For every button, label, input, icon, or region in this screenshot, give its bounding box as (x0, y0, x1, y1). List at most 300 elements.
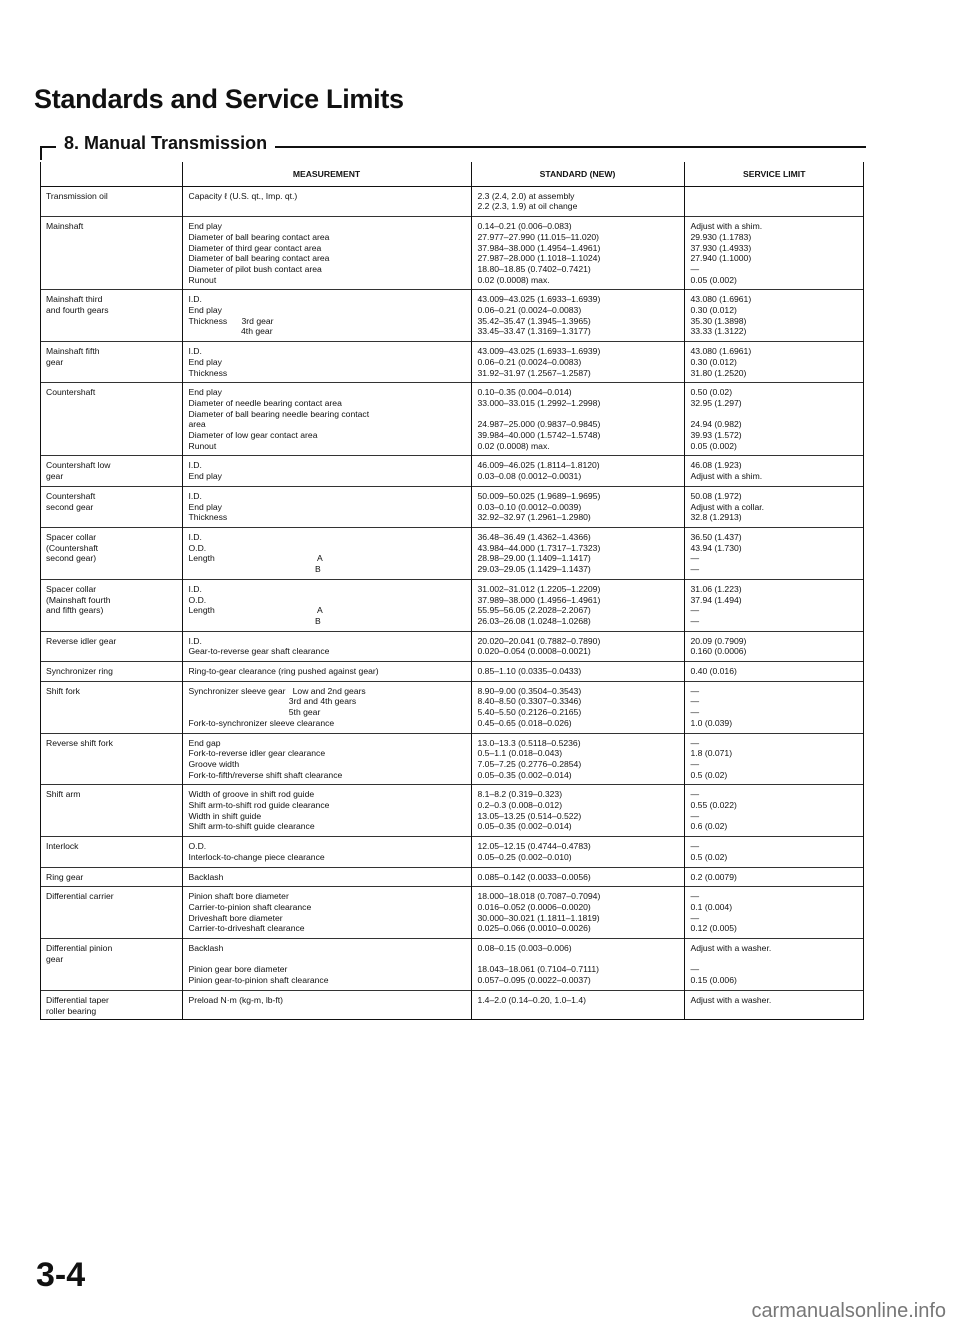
cell-line: 32.95 (1.297) (690, 397, 742, 408)
cell-line: Groove width (188, 758, 240, 769)
cell-line: Ring gear (46, 871, 84, 882)
cell-line: I.D. (188, 531, 202, 542)
cell-line: 43.080 (1.6961) (690, 294, 752, 305)
cell-line: Diameter of ball bearing needle bearing contact (188, 408, 370, 419)
cell-line: Diameter of ball bearing contact area (188, 231, 330, 242)
cell-line: — (690, 891, 700, 902)
cell-line: — (690, 912, 700, 923)
table-row (40, 867, 864, 887)
cell-line: 0.15 (0.006) (690, 975, 737, 986)
cell-line: Driveshaft bore diameter (188, 912, 283, 923)
cell-line: — (690, 553, 700, 564)
cell-line: 0.085–0.142 (0.0033–0.0056) (477, 871, 591, 882)
cell-line: second gear) (46, 553, 97, 564)
cell-line: 0.5 (0.02) (690, 851, 728, 862)
cell-line: 0.50 (0.02) (690, 387, 733, 398)
cell-line: 31.06 (1.223) (690, 583, 742, 594)
cell-line: — (690, 605, 700, 616)
item-cell (40, 990, 182, 1020)
cell-line: 0.05–0.35 (0.002–0.014) (477, 821, 572, 832)
cell-line: 8.40–8.50 (0.3307–0.3346) (477, 696, 582, 707)
standard-cell (471, 186, 684, 216)
cell-line: Spacer collar (46, 583, 97, 594)
cell-line: 5th gear (188, 707, 321, 718)
cell-line: (Countershaft (46, 542, 99, 553)
table-row (40, 887, 864, 939)
cell-line: 18.80–18.85 (0.7402–0.7421) (477, 263, 591, 274)
cell-line: — (690, 758, 700, 769)
table-row (40, 383, 864, 456)
cell-line: Shift arm-to-shift rod guide clearance (188, 800, 330, 811)
measurement-cell (182, 290, 471, 342)
section-rule-tick (40, 146, 42, 160)
cell-line: 0.55 (0.022) (690, 800, 737, 811)
standard-cell (471, 342, 684, 383)
service-limit-cell (684, 887, 864, 939)
page-number: 3-4 (36, 1256, 86, 1294)
measurement-cell (182, 342, 471, 383)
cell-line: roller bearing (46, 1005, 97, 1016)
cell-line: — (690, 737, 700, 748)
table-row (40, 217, 864, 290)
cell-line: 0.02 (0.0008) max. (477, 440, 550, 451)
cell-line: Differential pinion (46, 943, 113, 954)
service-limit-cell (684, 631, 864, 661)
cell-line: End play (188, 471, 222, 482)
cell-line: I.D. (188, 490, 202, 501)
cell-line (691, 409, 861, 420)
cell-line: 35.30 (1.3898) (690, 315, 747, 326)
standard-cell (471, 217, 684, 290)
cell-line: Countershaft low (46, 460, 111, 471)
item-cell (40, 217, 182, 290)
service-limit-cell (684, 733, 864, 785)
item-cell (40, 733, 182, 785)
cell-line: 0.06–0.21 (0.0024–0.0083) (477, 305, 582, 316)
cell-line: I.D. (188, 635, 202, 646)
cell-line: 3rd and 4th gears (188, 696, 357, 707)
item-cell (40, 887, 182, 939)
cell-line: 36.48–36.49 (1.4362–1.4366) (477, 531, 591, 542)
cell-line: Thickness (188, 367, 228, 378)
cell-line: 4th gear (188, 326, 273, 337)
cell-line: Gear-to-reverse gear shaft clearance (188, 646, 330, 657)
cell-line: End play (188, 356, 222, 367)
cell-line: 2.2 (2.3, 1.9) at oil change (477, 201, 578, 212)
cell-line: 12.05–12.15 (0.4744–0.4783) (477, 841, 591, 852)
table-row (40, 990, 864, 1020)
cell-line: 0.14–0.21 (0.006–0.083) (477, 221, 572, 232)
cell-line: Synchronizer ring (46, 666, 113, 677)
cell-line: Carrier-to-pinion shaft clearance (188, 901, 312, 912)
cell-line: 1.8 (0.071) (690, 748, 733, 759)
table-row (40, 681, 864, 733)
cell-line (691, 954, 861, 965)
cell-line: 0.2–0.3 (0.008–0.012) (477, 800, 563, 811)
cell-line: 31.92–31.97 (1.2567–1.2587) (477, 367, 591, 378)
standard-cell (471, 733, 684, 785)
cell-line: 31.002–31.012 (1.2205–1.2209) (477, 583, 601, 594)
cell-line: 36.50 (1.437) (690, 531, 742, 542)
cell-line: area (188, 419, 206, 430)
service-limit-cell (684, 456, 864, 486)
cell-line: 39.93 (1.572) (690, 430, 742, 441)
cell-line: 0.40 (0.016) (690, 666, 737, 677)
standard-cell (471, 579, 684, 631)
cell-line: 24.987–25.000 (0.9837–0.9845) (477, 419, 601, 430)
cell-line: 0.03–0.10 (0.0012–0.0039) (477, 501, 582, 512)
item-cell (40, 527, 182, 579)
cell-line: End play (188, 387, 222, 398)
cell-line: 0.12 (0.005) (690, 923, 737, 934)
cell-line: O.D. (188, 542, 207, 553)
measurement-cell (182, 383, 471, 456)
measurement-cell (182, 527, 471, 579)
cell-line: Capacity ℓ (U.S. qt., Imp. qt.) (188, 190, 298, 201)
service-limit-cell (684, 785, 864, 837)
cell-line: 7.05–7.25 (0.2776–0.2854) (477, 758, 582, 769)
cell-line: 55.95–56.05 (2.2028–2.2067) (477, 605, 591, 616)
cell-line: Runout (188, 274, 217, 285)
standard-cell (471, 939, 684, 991)
service-limit-cell (684, 662, 864, 682)
cell-line: 37.930 (1.4933) (690, 242, 752, 253)
cell-line (691, 191, 861, 202)
cell-line: 0.020–0.054 (0.0008–0.0021) (477, 646, 591, 657)
service-limit-cell (684, 290, 864, 342)
item-cell (40, 342, 182, 383)
standard-cell (471, 527, 684, 579)
service-limit-cell (684, 342, 864, 383)
cell-line: 0.025–0.066 (0.0010–0.0026) (477, 923, 591, 934)
cell-line: Adjust with a collar. (690, 501, 765, 512)
cell-line: 28.98–29.00 (1.1409–1.1417) (477, 553, 591, 564)
cell-line: 0.08–0.15 (0.003–0.006) (477, 943, 572, 954)
table-row (40, 785, 864, 837)
cell-line: — (690, 789, 700, 800)
table-row (40, 579, 864, 631)
cell-line: Diameter of pilot bush contact area (188, 263, 322, 274)
cell-line: 0.02 (0.0008) max. (477, 274, 550, 285)
standard-cell (471, 681, 684, 733)
cell-line: — (690, 707, 700, 718)
standard-cell (471, 662, 684, 682)
header-service-limit: SERVICE LIMIT (684, 162, 864, 186)
cell-line: 0.85–1.10 (0.0335–0.0433) (477, 666, 582, 677)
cell-line: Diameter of ball bearing contact area (188, 253, 330, 264)
measurement-cell (182, 662, 471, 682)
cell-line: 0.45–0.65 (0.018–0.026) (477, 717, 572, 728)
cell-line: Reverse shift fork (46, 737, 113, 748)
cell-line: — (690, 964, 700, 975)
cell-line: 43.94 (1.730) (690, 542, 742, 553)
cell-line: 0.1 (0.004) (690, 901, 733, 912)
standard-cell (471, 867, 684, 887)
cell-line: Diameter of third gear contact area (188, 242, 322, 253)
cell-line: Pinion shaft bore diameter (188, 891, 289, 902)
measurement-cell (182, 887, 471, 939)
item-cell (40, 186, 182, 216)
cell-line: 37.94 (1.494) (690, 594, 742, 605)
cell-line: 37.989–38.000 (1.4956–1.4961) (477, 594, 601, 605)
cell-line: Adjust with a shim. (690, 221, 763, 232)
cell-line: 43.080 (1.6961) (690, 346, 752, 357)
service-limit-cell (684, 837, 864, 867)
cell-line: 1.4–2.0 (0.14–0.20, 1.0–1.4) (477, 994, 586, 1005)
measurement-cell (182, 579, 471, 631)
cell-line: Countershaft (46, 490, 96, 501)
cell-line: 0.30 (0.012) (690, 356, 737, 367)
cell-line: 0.05–0.25 (0.002–0.010) (477, 851, 572, 862)
cell-line: O.D. (188, 594, 207, 605)
cell-line: and fifth gears) (46, 605, 104, 616)
cell-line: Differential taper (46, 994, 109, 1005)
cell-line: Shift arm-to-shift guide clearance (188, 821, 315, 832)
cell-line: Width in shift guide (188, 810, 262, 821)
cell-line: I.D. (188, 460, 202, 471)
table-row (40, 186, 864, 216)
measurement-cell (182, 631, 471, 661)
table-row (40, 733, 864, 785)
service-limit-cell (684, 681, 864, 733)
standard-cell (471, 383, 684, 456)
cell-line: 0.03–0.08 (0.0012–0.0031) (477, 471, 582, 482)
cell-line (478, 954, 680, 965)
cell-line: Length A (188, 605, 323, 616)
cell-line: 0.6 (0.02) (690, 821, 728, 832)
cell-line: 5.40–5.50 (0.2126–0.2165) (477, 707, 582, 718)
cell-line: 43.009–43.025 (1.6933–1.6939) (477, 346, 601, 357)
measurement-cell (182, 681, 471, 733)
cell-line: O.D. (188, 841, 207, 852)
cell-line: — (690, 841, 700, 852)
header-measurement: MEASUREMENT (182, 162, 471, 186)
cell-line: 43.984–44.000 (1.7317–1.7323) (477, 542, 601, 553)
item-cell (40, 290, 182, 342)
cell-line: 29.930 (1.1783) (690, 231, 752, 242)
cell-line: 0.160 (0.0006) (690, 646, 747, 657)
cell-line: Pinion gear-to-pinion shaft clearance (188, 975, 329, 986)
cell-line: 33.45–33.47 (1.3169–1.3177) (477, 326, 591, 337)
measurement-cell (182, 939, 471, 991)
cell-line: Mainshaft (46, 221, 84, 232)
header-item (40, 162, 182, 186)
cell-line: I.D. (188, 346, 202, 357)
cell-line: — (690, 615, 700, 626)
cell-line: Transmission oil (46, 190, 108, 201)
cell-line: Fork-to-synchronizer sleeve clearance (188, 717, 335, 728)
standard-cell (471, 456, 684, 486)
cell-line: 24.94 (0.982) (690, 419, 742, 430)
cell-line: 32.8 (1.2913) (690, 512, 742, 523)
item-cell (40, 785, 182, 837)
cell-line: Synchronizer sleeve gear Low and 2nd gears (188, 685, 366, 696)
service-limit-cell (684, 217, 864, 290)
cell-line: 26.03–26.08 (1.0248–1.0268) (477, 615, 591, 626)
cell-line (189, 954, 467, 965)
standard-cell (471, 990, 684, 1020)
measurement-cell (182, 486, 471, 527)
cell-line: 46.08 (1.923) (690, 460, 742, 471)
cell-line: End gap (188, 737, 221, 748)
table-row (40, 527, 864, 579)
cell-line: 0.05 (0.002) (690, 440, 737, 451)
measurement-cell (182, 733, 471, 785)
cell-line: Length A (188, 553, 323, 564)
cell-line: 0.2 (0.0079) (690, 871, 737, 882)
cell-line: 37.984–38.000 (1.4954–1.4961) (477, 242, 601, 253)
cell-line (478, 409, 680, 420)
cell-line: 0.05–0.35 (0.002–0.014) (477, 769, 572, 780)
cell-line: B (188, 615, 321, 626)
service-limit-cell (684, 867, 864, 887)
cell-line: 0.057–0.095 (0.0022–0.0037) (477, 975, 591, 986)
cell-line: 35.42–35.47 (1.3945–1.3965) (477, 315, 591, 326)
cell-line: 0.5–1.1 (0.018–0.043) (477, 748, 563, 759)
cell-line: 39.984–40.000 (1.5742–1.5748) (477, 430, 601, 441)
cell-line: I.D. (188, 294, 202, 305)
item-cell (40, 662, 182, 682)
cell-line: End play (188, 501, 222, 512)
cell-line: Thickness 3rd gear (188, 315, 274, 326)
measurement-cell (182, 867, 471, 887)
cell-line: 29.03–29.05 (1.1429–1.1437) (477, 564, 591, 575)
footer-watermark: carmanualsonline.info (751, 1300, 946, 1322)
cell-line: 13.0–13.3 (0.5118–0.5236) (477, 737, 581, 748)
cell-line: B (188, 564, 321, 575)
cell-line: 46.009–46.025 (1.8114–1.8120) (477, 460, 600, 471)
cell-line: Thickness (188, 512, 228, 523)
cell-line: Diameter of needle bearing contact area (188, 397, 342, 408)
cell-line: Adjust with a washer. (690, 943, 772, 954)
cell-line: Backlash (188, 943, 224, 954)
cell-line: 43.009–43.025 (1.6933–1.6939) (477, 294, 601, 305)
table-row (40, 290, 864, 342)
cell-line: 20.09 (0.7909) (690, 635, 747, 646)
cell-line: Adjust with a shim. (690, 471, 763, 482)
cell-line: 50.009–50.025 (1.9689–1.9695) (477, 490, 601, 501)
cell-line: Differential carrier (46, 891, 114, 902)
cell-line: 32.92–32.97 (1.2961–1.2980) (477, 512, 591, 523)
page-title: Standards and Service Limits (34, 84, 404, 114)
cell-line: Fork-to-fifth/reverse shift shaft clearance (188, 769, 343, 780)
cell-line: second gear (46, 501, 94, 512)
cell-line: Fork-to-reverse idler gear clearance (188, 748, 326, 759)
item-cell (40, 631, 182, 661)
cell-line: End play (188, 221, 222, 232)
cell-line: Shift fork (46, 685, 80, 696)
cell-line: — (690, 810, 700, 821)
cell-line: Ring-to-gear clearance (ring pushed against gear) (188, 666, 379, 677)
table-row (40, 456, 864, 486)
cell-line: gear (46, 953, 64, 964)
cell-line: Runout (188, 440, 217, 451)
cell-line: — (690, 263, 700, 274)
cell-line: gear (46, 471, 64, 482)
section-title: 8. Manual Transmission (56, 133, 275, 154)
service-limit-cell (684, 990, 864, 1020)
service-limit-cell (684, 579, 864, 631)
header-standard: STANDARD (NEW) (471, 162, 684, 186)
cell-line: Adjust with a washer. (690, 994, 772, 1005)
standard-cell (471, 486, 684, 527)
cell-line: 31.80 (1.2520) (690, 367, 747, 378)
service-limit-cell (684, 939, 864, 991)
cell-line: I.D. (188, 583, 202, 594)
cell-line: 33.000–33.015 (1.2992–1.2998) (477, 397, 601, 408)
cell-line: (Mainshaft fourth (46, 594, 111, 605)
cell-line: 13.05–13.25 (0.514–0.522) (477, 810, 582, 821)
cell-line: — (690, 685, 700, 696)
table-row (40, 662, 864, 682)
cell-line: 0.5 (0.02) (690, 769, 728, 780)
cell-line: Width of groove in shift rod guide (188, 789, 315, 800)
cell-line: 20.020–20.041 (0.7882–0.7890) (477, 635, 601, 646)
cell-line: 27.987–28.000 (1.1018–1.1024) (477, 253, 601, 264)
standard-cell (471, 887, 684, 939)
cell-line: — (690, 564, 700, 575)
cell-line: Interlock-to-change piece clearance (188, 851, 325, 862)
cell-line: 0.10–0.35 (0.004–0.014) (477, 387, 572, 398)
cell-line: 18.000–18.018 (0.7087–0.7094) (477, 891, 601, 902)
standard-cell (471, 785, 684, 837)
cell-line: 0.016–0.052 (0.0006–0.0020) (477, 901, 591, 912)
cell-line: 1.0 (0.039) (690, 717, 733, 728)
cell-line: Countershaft (46, 387, 96, 398)
cell-line: 18.043–18.061 (0.7104–0.7111) (477, 964, 600, 975)
standard-cell (471, 631, 684, 661)
cell-line: 0.05 (0.002) (690, 274, 737, 285)
measurement-cell (182, 990, 471, 1020)
item-cell (40, 579, 182, 631)
item-cell (40, 456, 182, 486)
cell-line: Pinion gear bore diameter (188, 964, 288, 975)
table-body (40, 186, 864, 1020)
cell-line: 50.08 (1.972) (690, 490, 742, 501)
cell-line: Interlock (46, 841, 79, 852)
measurement-cell (182, 186, 471, 216)
service-limit-cell (684, 186, 864, 216)
standard-cell (471, 837, 684, 867)
item-cell (40, 383, 182, 456)
cell-line: 0.30 (0.012) (690, 305, 737, 316)
cell-line: Mainshaft fifth (46, 346, 100, 357)
table-row (40, 342, 864, 383)
service-limit-cell (684, 527, 864, 579)
table-row (40, 837, 864, 867)
table-header-row (40, 162, 864, 186)
table-row (40, 631, 864, 661)
table-row (40, 939, 864, 991)
item-cell (40, 867, 182, 887)
cell-line: 33.33 (1.3122) (690, 326, 747, 337)
measurement-cell (182, 837, 471, 867)
cell-line: 27.940 (1.1000) (690, 253, 752, 264)
cell-line: Backlash (188, 871, 224, 882)
service-limit-cell (684, 486, 864, 527)
cell-line: 0.06–0.21 (0.0024–0.0083) (477, 356, 582, 367)
cell-line: Shift arm (46, 789, 81, 800)
service-limit-cell (684, 383, 864, 456)
cell-line: 2.3 (2.4, 2.0) at assembly (477, 190, 575, 201)
measurement-cell (182, 217, 471, 290)
cell-line: and fourth gears (46, 305, 109, 316)
cell-line: Preload N·m (kg-m, lb-ft) (188, 994, 284, 1005)
cell-line: End play (188, 305, 222, 316)
cell-line: Carrier-to-driveshaft clearance (188, 923, 305, 934)
item-cell (40, 681, 182, 733)
cell-line: gear (46, 356, 64, 367)
